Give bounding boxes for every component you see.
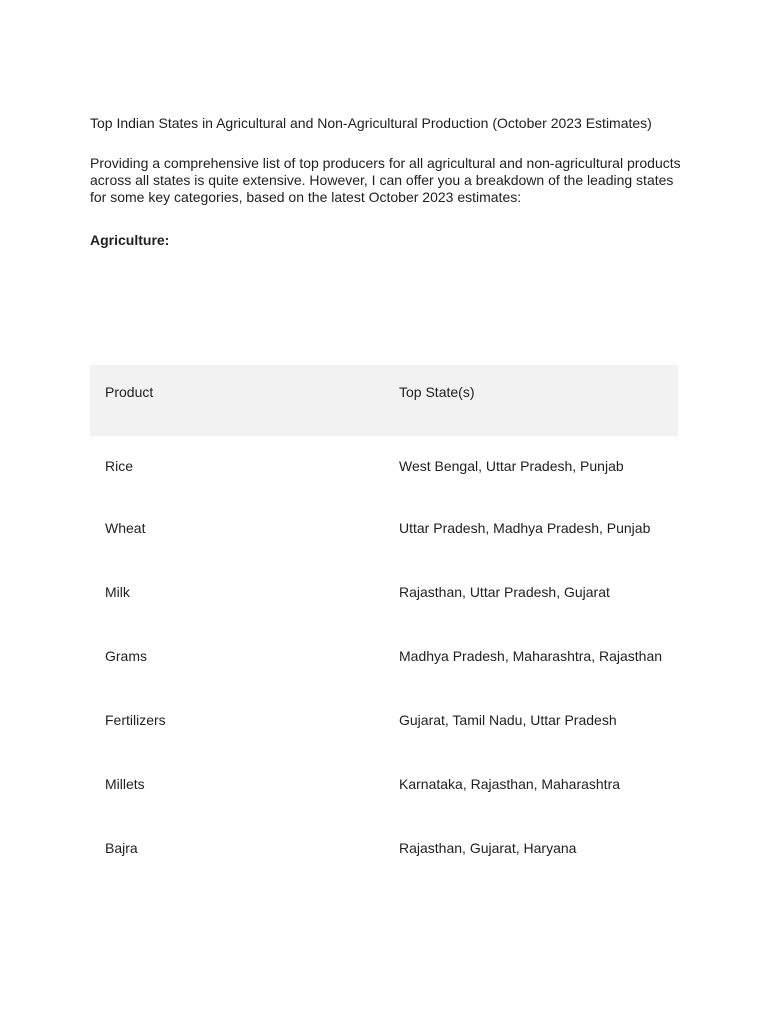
cell-states: Karnataka, Rajasthan, Maharashtra: [399, 776, 621, 792]
table-header-row: [90, 365, 678, 436]
cell-states: Rajasthan, Gujarat, Haryana: [399, 840, 577, 856]
cell-states: Madhya Pradesh, Maharashtra, Rajasthan: [399, 648, 663, 664]
cell-states: Gujarat, Tamil Nadu, Uttar Pradesh: [399, 712, 617, 728]
table-row: [90, 560, 678, 624]
cell-states: Uttar Pradesh, Madhya Pradesh, Punjab: [399, 520, 651, 536]
cell-product: Milk: [105, 584, 130, 600]
table-row: [90, 496, 678, 560]
cell-product: Bajra: [105, 840, 138, 856]
cell-product: Wheat: [105, 520, 146, 536]
table-row: [90, 816, 678, 880]
table-row: [90, 688, 678, 752]
section-heading-agriculture: Agriculture:: [90, 232, 170, 248]
table-row: [90, 752, 678, 816]
table-header: [90, 365, 678, 436]
table-row: [90, 436, 678, 496]
cell-product: Fertilizers: [105, 712, 166, 728]
cell-product: Rice: [105, 458, 134, 474]
document-title: Top Indian States in Agricultural and Non-Agricultural Production (October 2023 Estimates): [90, 115, 652, 131]
header-product: Product: [105, 383, 154, 400]
cell-states: West Bengal, Uttar Pradesh, Punjab: [399, 458, 624, 474]
intro-paragraph: Providing a comprehensive list of top producers for all agricultural and non-agricultural products across all states is quite extensive. However, I can offer you a breakdown of the leading states for some key categories, based on the latest October 2023 estimates:: [90, 155, 681, 205]
cell-product: Grams: [105, 648, 147, 664]
table-body: [90, 436, 678, 880]
table-row: [90, 624, 678, 688]
cell-product: Millets: [105, 776, 145, 792]
agriculture-table: [90, 365, 678, 880]
header-top-states: Top State(s): [399, 383, 475, 400]
cell-states: Rajasthan, Uttar Pradesh, Gujarat: [399, 584, 610, 600]
